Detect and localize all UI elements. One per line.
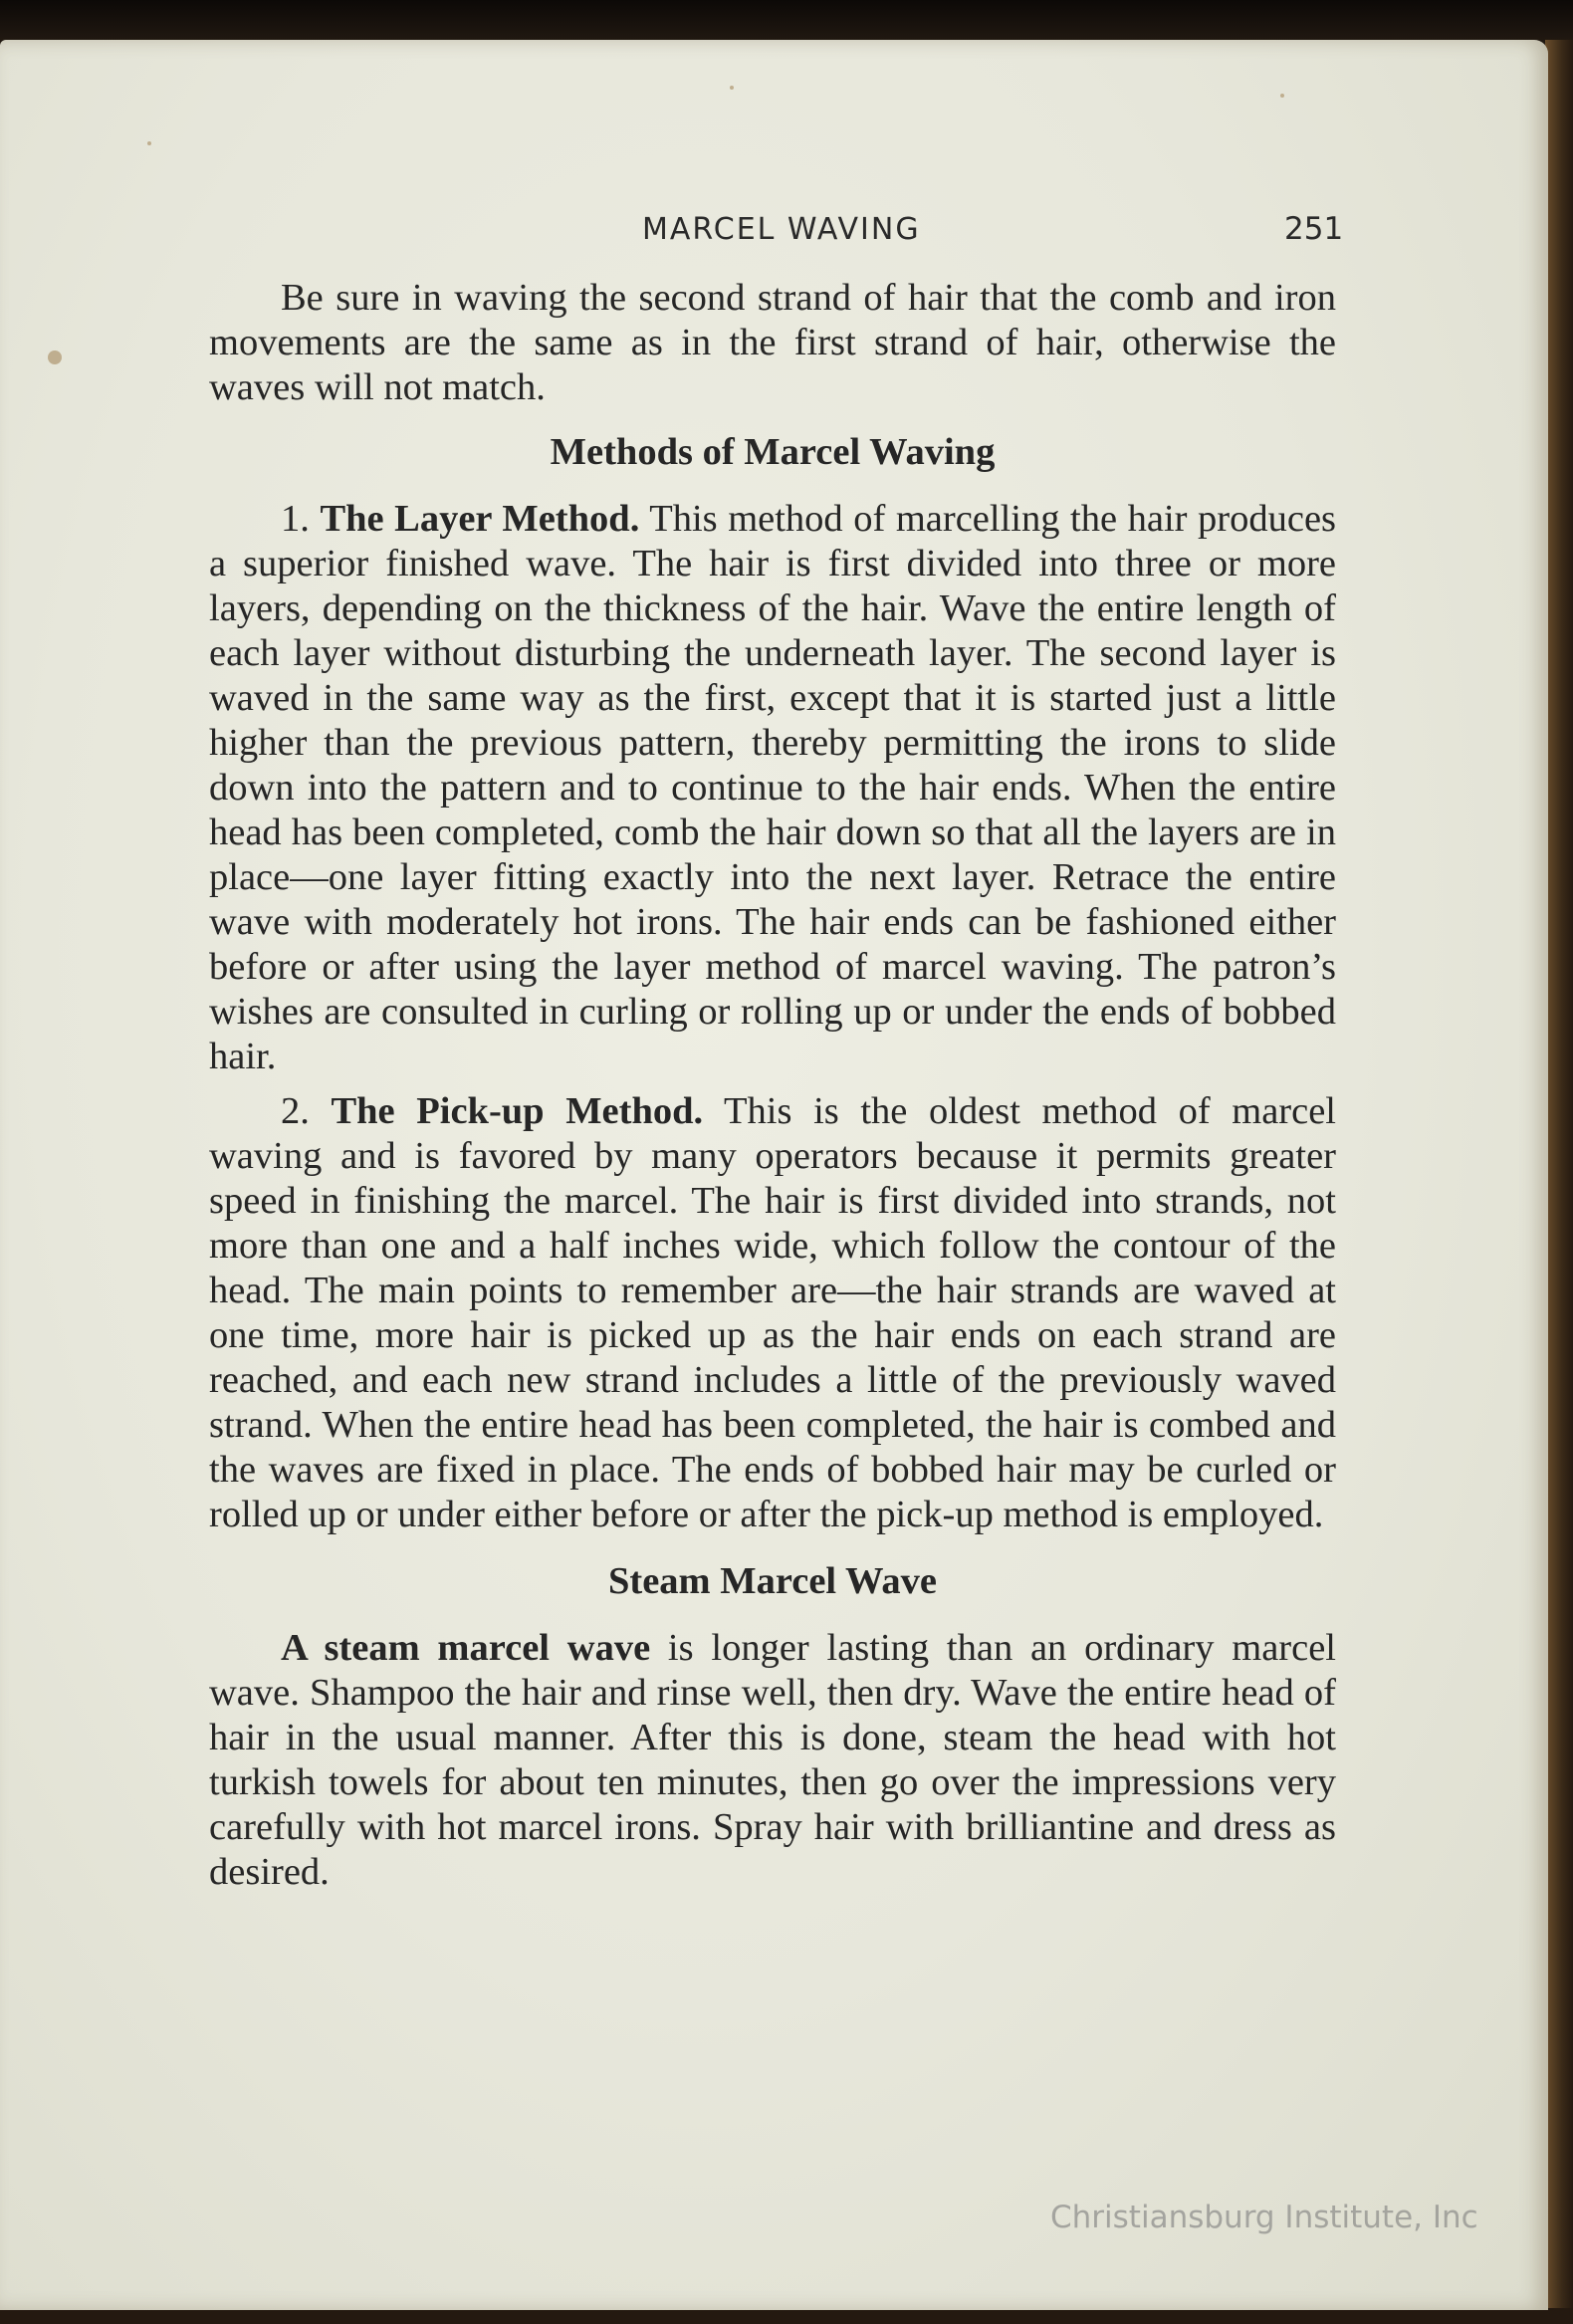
layer-method-text: This method of marcelling the hair produces a superior finished wave. The hair is first divided into three or more layers, depending on the thickness of the hair. Wave the entire length of each layer without disturbing the underneath layer. The second layer is waved in the same way as the first, except that it is started just a little higher than the previous pattern, thereby permitting the irons to slide down into the pattern and to continue to the hair ends. When the entire head has been completed, comb the hair down so that all the layers are in place—one layer fitting exactly into the next layer. Retrace the entire wave with moderately hot irons. The hair ends can be fashioned either before or after using the layer method of marcel waving. The patron’s wishes are consulted in curling or rolling up or under the ends of bobbed hair. bbox=[209, 498, 1337, 1077]
paper-speck bbox=[730, 86, 734, 90]
lead-term-layer-method: The Layer Method. bbox=[320, 498, 640, 540]
paper-speck bbox=[1280, 94, 1284, 98]
paper-speck bbox=[147, 141, 151, 145]
paragraph-layer-method bbox=[209, 497, 1336, 1079]
intro-paragraph: Be sure in waving the second strand of hair that the comb and iron movements are the same as in the first strand of hair, otherwise the waves will not match. bbox=[209, 277, 1336, 408]
running-head-title: MARCEL WAVING bbox=[642, 212, 921, 247]
list-number: 1. bbox=[281, 498, 310, 540]
book-edge-bottom bbox=[0, 2308, 1573, 2324]
page-number: 251 bbox=[1284, 211, 1344, 247]
watermark-christiansburg-institute: Christiansburg Institute, Inc bbox=[1050, 2200, 1478, 2235]
book-edge-right bbox=[1545, 40, 1573, 2324]
pickup-method-text: This is the oldest method of marcel waving and is favored by many operators because it permits greater speed in finishing the marcel. The hair is first divided into strands, not more than one and a half inches wide, which follow the contour of the head. The main points to remember are—the hair strands are waved at one time, more hair is picked up as the hair ends on each strand are reached, and each new strand includes a little of the previously waved strand. When the entire head has been completed, the hair is combed and the waves are fixed in place. The ends of bobbed hair may be curled or rolled up or under either before or after the pick-up method is employed. bbox=[209, 1090, 1336, 1535]
heading-steam-marcel-wave: Steam Marcel Wave bbox=[607, 1560, 937, 1602]
lead-term-steam-marcel-wave: A steam marcel wave bbox=[281, 1627, 651, 1669]
paper-speck bbox=[48, 350, 62, 364]
paragraph-steam-marcel-wave bbox=[209, 1626, 1336, 1895]
steam-marcel-text: is longer lasting than an ordinary marcel wave. Shampoo the hair and rinse well, then dry. Wave the entire head of hair in the usual manner. After this is done, steam the head with hot turkish towels for about ten minutes, then go over the impressions very carefully with hot marcel irons. Spray hair with brilliantine and dress as desired. bbox=[209, 1627, 1336, 1893]
lead-term-pickup-method: The Pick-up Method. bbox=[331, 1090, 704, 1132]
paragraph-pickup-method bbox=[209, 1089, 1336, 1537]
list-number: 2. bbox=[281, 1090, 310, 1132]
body-text bbox=[209, 276, 1336, 1895]
heading-methods-of-marcel-waving: Methods of Marcel Waving bbox=[550, 431, 996, 473]
